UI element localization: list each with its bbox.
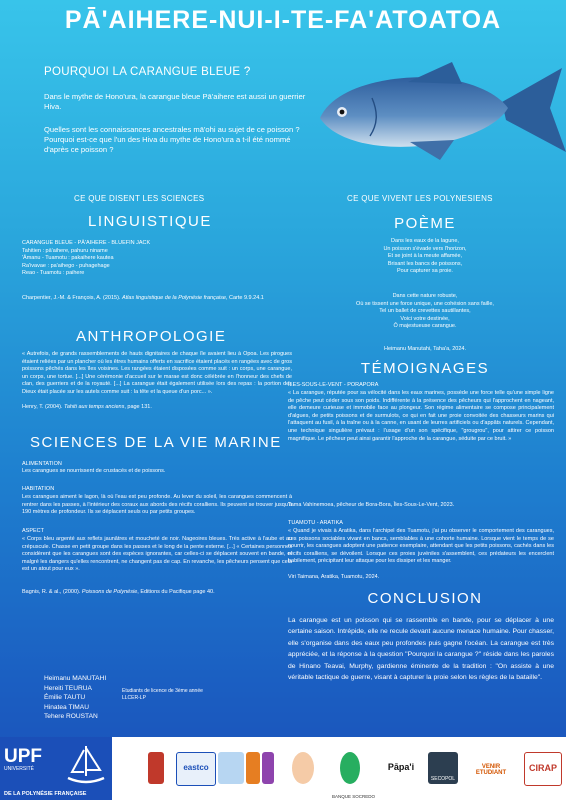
ling-line: 'Āmanu - Tuamotu : pakaihere kautea: [22, 255, 114, 262]
intro-p1: Dans le mythe de Hono'ura, la carangue bleue Pā'aihere est aussi un guerrier Hiva.: [44, 92, 306, 111]
students-note: Etudiants de licence de 3ème année LLCER-LP: [122, 688, 203, 701]
fish-tail: [502, 68, 566, 152]
carangue-fish-illustration: [312, 60, 566, 165]
socredo-logo: [340, 752, 360, 784]
poem-line: Tel un ballet de crevettes sautillantes,: [379, 308, 471, 315]
poem-line: Où se tissent une force unique, une cohésion sans faille,: [356, 300, 494, 307]
venir-etudiant-logo: VENIR ETUDIANT: [470, 752, 512, 784]
partner-logo-red: [148, 752, 164, 784]
aspect-text: « Corps bleu argenté aux reflets jaunâtres et moucheté de noir. Nageoires bleues. Très active à l'aube et au crépuscule. Chasse en petit groupe dans les passes et le long de la pente externe. [...] « Certaines personnes considèrent que les carangues sont des espèces ignorantes, car celles-ci se déplacent souvent en bande, et malgré les dangers qu'elles rencontrent, ne changent pas de cap. En revanche, les pêcheurs pensent que cela est un atout pour eux ».: [22, 536, 292, 573]
poem-stanza-2: [300, 293, 550, 331]
right-column-heading: CE QUE VIVENT LES POLYNESIENS: [347, 194, 493, 203]
fish-body: [320, 77, 508, 147]
ling-line: Reao - Tuamotu : paihere: [22, 270, 85, 277]
temoignage-2-reference: Viri Taimana, Aratika, Tuamotu, 2024.: [288, 574, 380, 580]
habitation-text: Les carangues aiment le lagon, là où l'eau est peu profonde. Au lever du soleil, les carangues commencent à rentrer dans les passes, à l'intérieur des coraux aux abords des récifs coralliens. Ils peuvent se trouver jusqu'à 190 mètres de profondeur. Ils se déplacent seuls ou par petits groupes.: [22, 494, 292, 516]
sciences-vie-marine-title: SCIENCES DE LA VIE MARINE: [30, 434, 282, 451]
temoignage-1-reference: Tama Vahinemoea, pêcheur de Bora-Bora, Îles-Sous-Le-Vent, 2023.: [288, 502, 455, 508]
anthropologie-reference: Henry, T. (2004). Tahiti aux temps anciens, page 131.: [22, 404, 152, 410]
upf-university-label: UNIVERSITÉ: [4, 766, 35, 772]
intro-p2: Quelles sont les connaissances ancestrales mā'ohi au sujet de ce poisson ?: [44, 125, 300, 134]
secopol-logo: SECOPOL: [428, 752, 458, 784]
author-name: Hereiti TEURUA: [44, 684, 92, 692]
linguistique-title: LINGUISTIQUE: [88, 213, 212, 230]
papai-logo: Pāpa'i: [384, 752, 418, 784]
poster-title: PĀ'AIHERE-NUI-I-TE-FA'ATOATOA: [64, 6, 502, 34]
ling-line: Tahitien : pā'aihere, pahuru niname: [22, 247, 108, 254]
pirogue-logo-icon: [64, 742, 108, 786]
linguistique-reference: Charpentier, J.-M. & François, A. (2015). Atlas linguistique de la Polynésie française, Carte 9.9.24.1: [22, 295, 264, 301]
upf-logo: UPF: [4, 746, 42, 767]
authors-list: [44, 674, 106, 722]
intro-text: [44, 92, 312, 155]
poem-reference: Heimanu Manutahi, Taha'a, 2024.: [384, 346, 466, 352]
poeme-title: POÈME: [394, 215, 456, 232]
poem-line: Dans cette nature robuste,: [392, 293, 458, 299]
anthropologie-text: « Autrefois, de grands rassemblements de hauts dignitaires de chaque île avaient lieu à Opoa. Les pirogues étaient reliées par un plancher où les êtres humains offerts en sacrifice étaient placés en rangées avec de gros poissons pêchés dans les îles voisines. Les rangées étaient disposées comme suit : un corps, une carangue, un corps, une tortue. [...] Une cérémonie d'accueil sur le marae est donc célébrée en l'honneur des chefs de clan, des guerriers et de la royauté. [...] La carangue était également utilisée lors des repas : la portion des Dieux était placée sur les autels comme suit : la tête et la queue d'un porc... ».: [22, 351, 292, 395]
habitation-heading: HABITATION: [22, 486, 55, 492]
left-column-heading: CE QUE DISENT LES SCIENCES: [74, 194, 205, 203]
author-name: Tehere ROUSTAN: [44, 713, 98, 720]
poem-line: Et se joint à la meute affamée,: [387, 253, 463, 260]
linguistique-list: [22, 240, 292, 278]
upf-full-name: DE LA POLYNÉSIE FRANÇAISE: [4, 791, 87, 797]
temoignage-2-heading: TUAMOTU - ARATIKA: [288, 520, 343, 526]
poem-line: Ô majestueuse carangue.: [393, 323, 457, 330]
partner-logo-violet: [262, 752, 274, 784]
alimentation-heading: ALIMENTATION: [22, 461, 62, 467]
partner-logo-figure: [292, 752, 314, 784]
aspect-reference: Bagnis, R. & al., (2000). Poissons de Polynésie, Editions du Pacifique page 40.: [22, 589, 215, 595]
ling-line: Ra'ivavae : pa'aihego - puhagehage: [22, 262, 110, 269]
socredo-label: BANQUE SOCREDO: [332, 794, 376, 799]
author-name: Heimanu MANUTAHI: [44, 675, 107, 682]
fish-dorsal-fin: [408, 62, 462, 84]
fish-anal-fin: [410, 140, 454, 160]
alimentation-text: Les carangues se nourrissent de crustacés et de poissons.: [22, 468, 166, 474]
poem-line: Pour capturer sa proie.: [397, 268, 453, 275]
poem-line: Voici votre destinée,: [400, 315, 450, 322]
partner-logo-orange: [246, 752, 260, 784]
author-name: Émilie TAUTU: [44, 694, 86, 701]
conclusion-text: La carangue est un poisson qui se rassemble en bande, pour se déplacer à une certaine saison. Intrépide, elle ne recule devant aucune menace humaine. Pour chasser, elle s'organise dans des eaux peu profondes puis gagne l'océan. La carangue est très appréciée, et la réponse à la question "Pourquoi la carangue ?" réside dans les paroles de Hinano Teavai, Murphy, gardienne éminente de la tradition : "On assiste à une véritable tactique de guerre, visant à capturer la proie selon les règles de la bataille".: [288, 617, 554, 682]
poem-line: Un poisson s'évade vers l'horizon,: [383, 245, 467, 252]
partner-logo-blue: [218, 752, 244, 784]
poem-stanza-1: [300, 238, 550, 276]
intro-p3: Pourquoi est-ce que l'un des Hiva du mythe de Hono'ura a t-il été nommé d'après ce poisson ?: [44, 135, 291, 154]
conclusion-title: CONCLUSION: [367, 590, 483, 607]
question-heading: POURQUOI LA CARANGUE BLEUE ?: [44, 66, 251, 78]
poem-line: Brisant les bancs de poissons,: [387, 260, 463, 267]
temoignage-2-text: « Quand je vivais à Aratika, dans l'archipel des Tuamotu, j'ai pu observer le comportement des carangues, ces poissons sociables vivant en bancs, semblables à une cohorte humaine. Lorsque vient le temps de se nourrir, les carangues adoptent une patience exemplaire, attendant que les petits poissons, cachés dans les récifs coralliens, se dévoilent. Lorsque ces proies juvéniles s'assemblent, ces prédateurs les encerclent habilement, précipitant leur attaque pour les dissiper et les manger.: [288, 528, 554, 565]
temoignage-1-heading: ÎLES-SOUS-LE-VENT - PORAPORA: [288, 382, 379, 388]
author-name: Hinatea TIMAU: [44, 703, 89, 711]
cirap-logo: CIRAP: [524, 752, 562, 786]
temoignage-1-text: « La carangue, réputée pour sa vélocité dans les eaux marines, possède une force telle qu'une simple ligne de pêche peut céder sous son poids. Indifférente à la présence des pêcheurs qui l'approchent en nageant, elle demeure curieuse et immobile face au plongeur. Son régime alimentaire se compose principalement d'algues, de petits poissons et de surmulots, ce qui en fait une proie convoitée des chasseurs marins qui l'attaquent au fusil, à la traîne ou à la canne, en usant de leurres artificiels ou d'appâts naturels. Cependant, une technique singulière prévaut : l'usage d'un son spécifique, "grougrou", pour attirer ce poisson magnifique. Le pêcheur peut ainsi garantir l'approche de la carangue, séduite par ce bruit. »: [288, 390, 554, 442]
temoignages-title: TÉMOIGNAGES: [360, 360, 490, 377]
anthropologie-title: ANTHROPOLOGIE: [76, 328, 227, 345]
ling-line: CARANGUE BLEUE - PĀ'AIHERE - BLUEFIN JACK: [22, 240, 151, 246]
poem-line: Dans les eaux de la lagune,: [391, 238, 459, 244]
aspect-heading: ASPECT: [22, 528, 45, 534]
eastco-logo: eastco: [176, 752, 216, 786]
